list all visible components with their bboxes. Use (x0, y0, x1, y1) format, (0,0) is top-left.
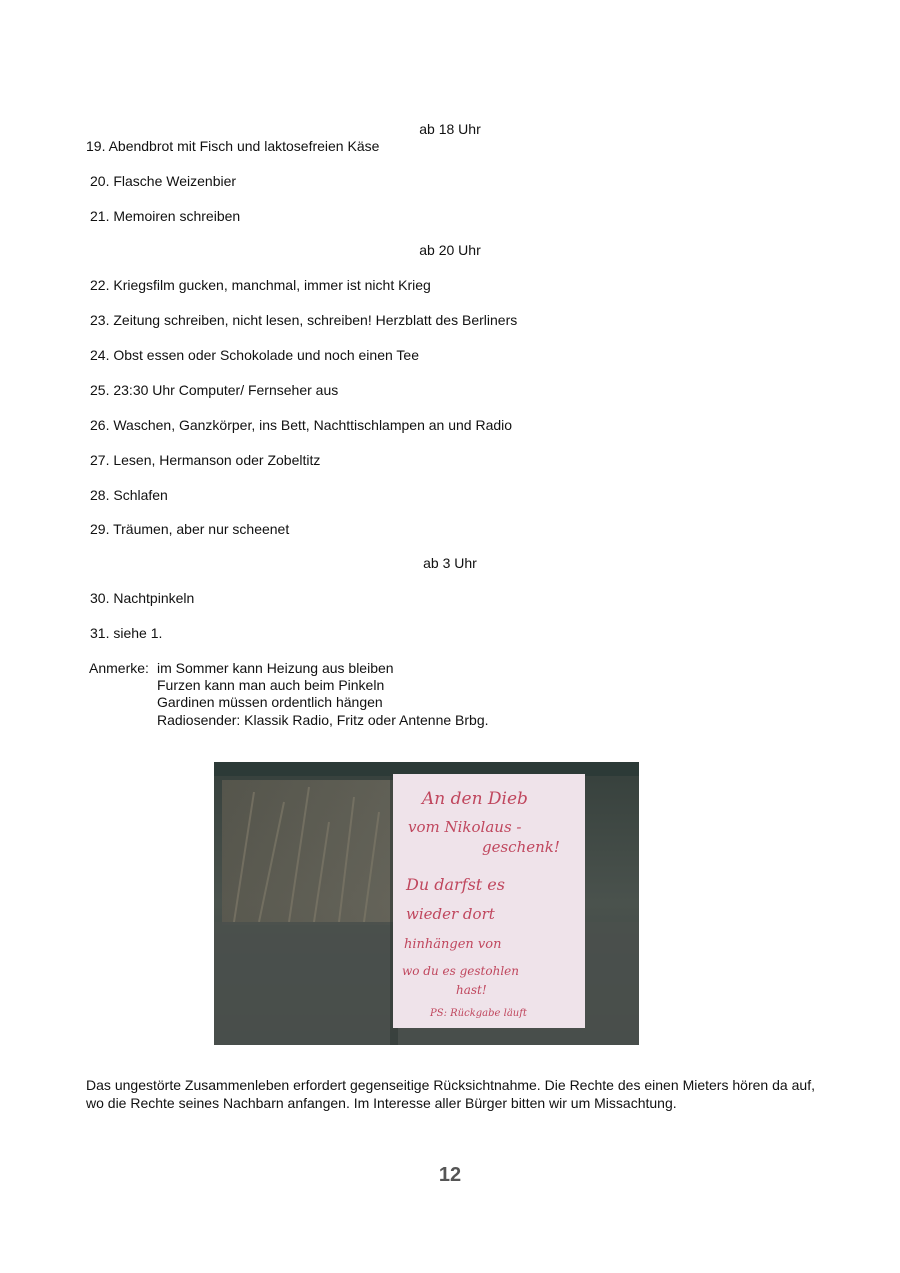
schedule-heading-18: ab 18 Uhr (419, 121, 481, 137)
schedule-item-23: 23. Zeitung schreiben, nicht lesen, schreiben! Herzblatt des Berliners (90, 312, 518, 328)
schedule-item-29: 29. Träumen, aber nur scheenet (90, 521, 290, 537)
remarks-line-3: Gardinen müssen ordentlich hängen (157, 694, 383, 710)
schedule-item-24: 24. Obst essen oder Schokolade und noch einen Tee (90, 347, 419, 363)
window-reflection (222, 780, 402, 925)
schedule-item-22: 22. Kriegsfilm gucken, manchmal, immer ist nicht Krieg (90, 277, 431, 293)
closing-paragraph: Das ungestörte Zusammenleben erfordert gegenseitige Rücksichtnahme. Die Rechte des einen Mieters hören da auf, wo die Rechte seines Nachbarn anfangen. Im Interesse aller Bürger bitten wir um Missachtung. (86, 1077, 815, 1111)
note-line-3: geschenk! (482, 838, 560, 856)
remarks-label: Anmerke: (89, 660, 149, 676)
note-line-5: wieder dort (406, 905, 495, 923)
note-line-4: Du darfst es (406, 875, 505, 894)
schedule-item-25: 25. 23:30 Uhr Computer/ Fernseher aus (90, 382, 339, 398)
schedule-item-19: 19. Abendbrot mit Fisch und laktosefreien Käse (86, 138, 380, 154)
schedule-item-28: 28. Schlafen (90, 487, 168, 503)
schedule-item-27: 27. Lesen, Hermanson oder Zobeltitz (90, 452, 321, 468)
remarks-line-1: im Sommer kann Heizung aus bleiben (157, 660, 394, 676)
schedule-item-26: 26. Waschen, Ganzkörper, ins Bett, Nachttischlampen an und Radio (90, 417, 513, 433)
schedule-item-21: 21. Memoiren schreiben (90, 208, 241, 224)
note-line-8: hast! (456, 983, 487, 997)
note-line-9: PS: Rückgabe läuft (430, 1008, 527, 1019)
window-frame-top (214, 762, 639, 776)
paper-note (393, 774, 585, 1028)
schedule-heading-3: ab 3 Uhr (423, 555, 477, 571)
photo-note-in-car-window (214, 762, 639, 1045)
schedule-item-20: 20. Flasche Weizenbier (90, 173, 237, 189)
note-line-2: vom Nikolaus - (408, 818, 522, 836)
page-number: 12 (438, 1164, 462, 1186)
schedule-heading-20: ab 20 Uhr (419, 242, 481, 258)
note-line-1: An den Dieb (422, 789, 528, 809)
note-line-6: hinhängen von (404, 937, 502, 952)
note-line-7: wo du es gestohlen (402, 964, 519, 978)
remarks-line-4: Radiosender: Klassik Radio, Fritz oder Antenne Brbg. (157, 712, 489, 728)
schedule-item-30: 30. Nachtpinkeln (90, 590, 195, 606)
schedule-item-31: 31. siehe 1. (90, 625, 163, 641)
remarks-line-2: Furzen kann man auch beim Pinkeln (157, 677, 385, 693)
